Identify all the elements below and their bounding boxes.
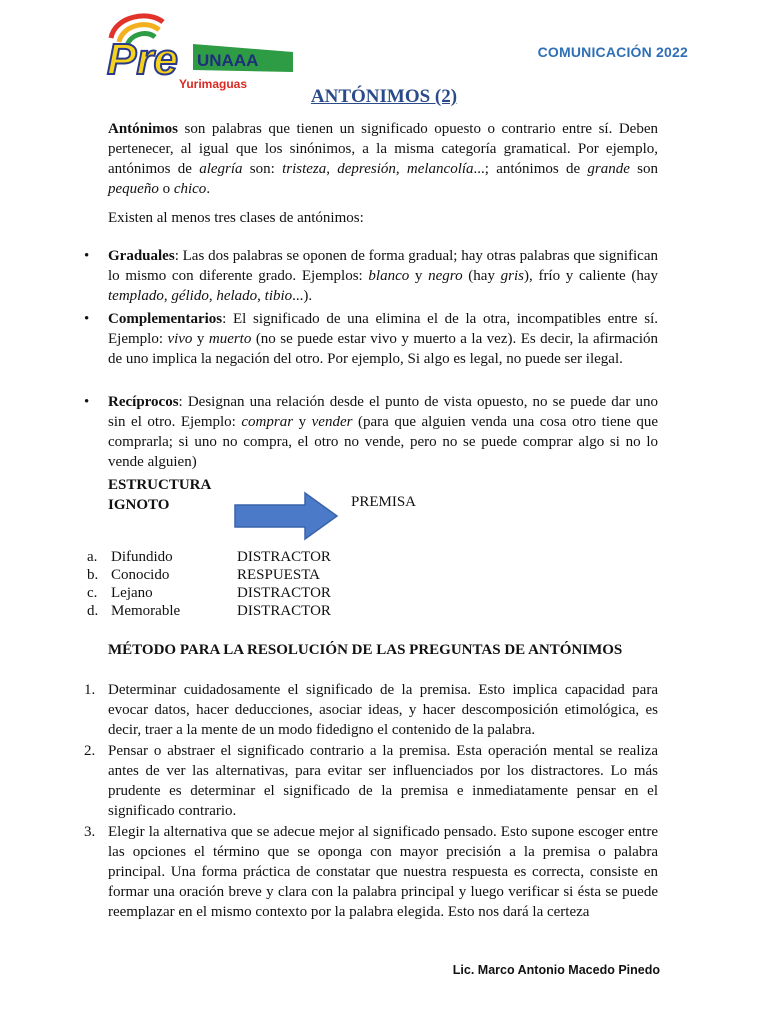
class-term: Complementarios — [108, 311, 223, 327]
class-reciprocos — [108, 392, 658, 472]
option-word: Memorable — [111, 603, 181, 619]
intro-text: son palabras que tienen un significado opuesto o contrario entre sí. Deben pertenecer, al igual que los sinónimos, a la misma categoría gramatical. Por ejemplo, antónimos de — [108, 121, 658, 177]
premisa-label: PREMISA — [351, 494, 417, 510]
class-term: Graduales — [108, 248, 175, 264]
step-number: 2. — [84, 743, 96, 759]
class-text: (hay — [462, 268, 501, 284]
classes-intro: Existen al menos tres clases de antónimos: — [108, 210, 364, 226]
intro-example: pequeño — [108, 181, 159, 197]
preunaaa-logo — [97, 8, 313, 93]
class-text: y — [293, 414, 312, 430]
class-text: , — [257, 288, 265, 304]
method-heading: MÉTODO PARA LA RESOLUCIÓN DE LAS PREGUNTAS DE ANTÓNIMOS — [108, 642, 623, 658]
class-text: : Las dos palabras se oponen de forma gradual; hay otras palabras que significan lo mismo con diferente grado. Ejemplos: — [108, 248, 658, 284]
class-complementarios — [108, 309, 658, 369]
intro-text: o — [158, 181, 174, 197]
class-example: blanco — [368, 268, 410, 284]
class-text: (no se puede estar vivo y muerto a la vez). Es decir, la afirmación de uno implica la negación del otro. Por ejemplo, Si algo es legal, no puede ser ilegal. — [108, 331, 658, 367]
option-word: Difundido — [111, 549, 173, 565]
option-role: DISTRACTOR — [237, 549, 331, 565]
option-marker: a. — [87, 549, 98, 565]
option-role: DISTRACTOR — [237, 585, 331, 601]
intro-example: melancolía — [406, 161, 474, 177]
class-text: y — [409, 268, 429, 284]
class-graduales — [108, 246, 658, 306]
option-marker: b. — [87, 567, 99, 583]
right-arrow-icon — [233, 491, 339, 541]
class-example: helado — [216, 288, 258, 304]
option-item — [87, 566, 387, 584]
class-text: : El significado de una elimina el de la otra, incompatibles entre sí. Ejemplo: — [108, 311, 658, 347]
class-text: (para que alguien venda una cosa otro tiene que comprarla; si uno no compra, el otro no vende, pero no se puede comprar algo si no lo vende alguien) — [108, 414, 659, 470]
intro-text: , — [395, 161, 407, 177]
class-example: negro — [428, 268, 463, 284]
intro-example: alegría — [199, 161, 243, 177]
intro-example: chico — [173, 181, 207, 197]
class-example: templado — [108, 288, 164, 304]
option-marker: d. — [87, 603, 99, 619]
option-item — [87, 584, 387, 602]
intro-example: depresión — [337, 161, 396, 177]
option-word: Conocido — [111, 567, 170, 583]
intro-text: ...; antónimos de — [473, 161, 588, 177]
structure-line: IGNOTO — [108, 497, 170, 513]
intro-text: . — [206, 181, 211, 197]
intro-example: tristeza — [282, 161, 327, 177]
option-role: DISTRACTOR — [237, 603, 331, 619]
intro-text: son — [629, 161, 659, 177]
class-example: muerto — [208, 331, 252, 347]
structure-line: ESTRUCTURA — [108, 477, 212, 493]
logo-sub-text: Yurimaguas — [179, 77, 248, 91]
class-example: comprar — [241, 414, 294, 430]
class-text: ), frío y caliente (hay — [524, 268, 658, 284]
class-text: : Designan una relación desde el punto de vista opuesto, no se puede dar uno sin el otro. Ejemplo: — [108, 394, 658, 430]
class-text: , — [208, 288, 217, 304]
option-marker: c. — [87, 585, 98, 601]
class-example: vivo — [167, 331, 193, 347]
step-text: Elegir la alternativa que se adecue mejor al significado pensado. Esto supone escoger entre las opciones el término que se oponga con mayor precisión a la premisa o palabra principal. Una forma práctica de constatar que nuestra respuesta es correcta, consiste en formar una oración breve y clara con la palabra principal y luego verificar si ésta se puede reemplazar en el mismo contexto por la palabra elegida. Esto nos dará la certeza — [108, 824, 658, 920]
step-text: Pensar o abstraer el significado contrario a la premisa. Esta operación mental se realiza antes de ver las alternativas, para evitar ser influenciados por los distractores. Lo más prudente es determinar el significado de la premisa e inmediatamente pensar en el significado contrario. — [108, 743, 658, 819]
bullet-icon: • — [84, 248, 90, 264]
class-text: ...). — [292, 288, 313, 304]
class-text: y — [192, 331, 209, 347]
course-label: COMUNICACIÓN 2022 — [537, 44, 688, 60]
class-example: gélido — [171, 288, 209, 304]
step-number: 3. — [84, 824, 96, 840]
class-text: , — [163, 288, 172, 304]
option-word: Lejano — [111, 585, 153, 601]
page-title: ANTÓNIMOS (2) — [310, 86, 458, 107]
bullet-icon: • — [84, 311, 90, 327]
step-number: 1. — [84, 682, 96, 698]
class-example: gris — [500, 268, 524, 284]
logo-pre-text: Pre — [107, 35, 178, 84]
intro-text: son: — [242, 161, 283, 177]
intro-paragraph — [108, 119, 658, 199]
intro-text: , — [326, 161, 338, 177]
intro-example: grande — [587, 161, 630, 177]
intro-term: Antónimos — [108, 121, 179, 137]
logo-mark-text: UNAAA — [197, 51, 259, 70]
option-role: RESPUESTA — [237, 567, 320, 583]
option-item — [87, 602, 387, 620]
class-example: tibio — [264, 288, 293, 304]
bullet-icon: • — [84, 394, 90, 410]
structure-label — [108, 475, 211, 515]
step-text: Determinar cuidadosamente el significado de la premisa. Esto implica capacidad para evocar datos, hacer deducciones, asociar ideas, y hacer descomposición etimológica, es decir, traer a la mente de un modo fidedigno el contenido de la palabra. — [108, 682, 658, 738]
class-example: vender — [311, 414, 353, 430]
option-item — [87, 548, 387, 566]
class-term: Recíprocos — [108, 394, 179, 410]
author-footer: Lic. Marco Antonio Macedo Pinedo — [452, 963, 660, 977]
